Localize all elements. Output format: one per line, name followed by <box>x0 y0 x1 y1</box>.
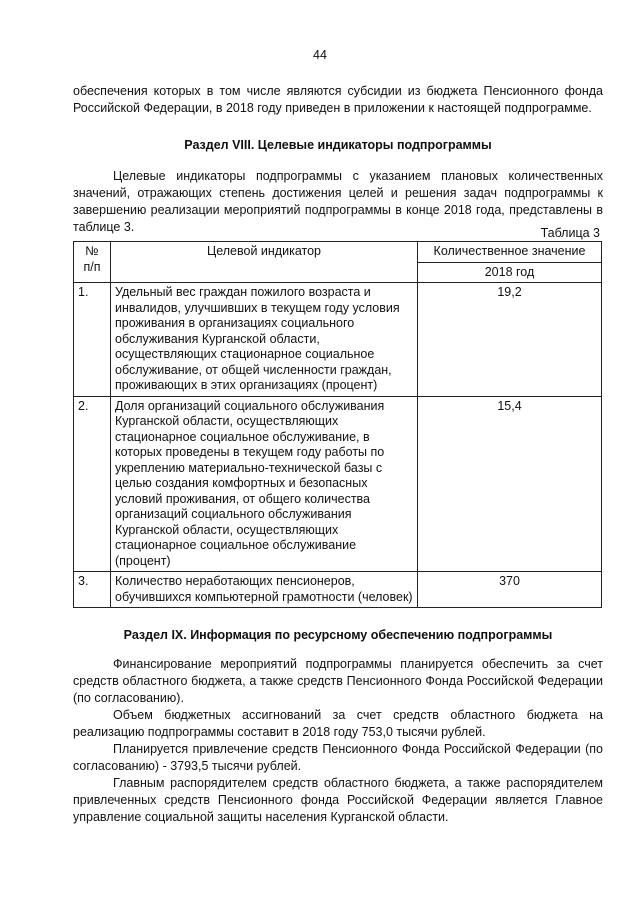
header-value: Количественное значение <box>418 242 602 263</box>
row-value: 19,2 <box>418 283 602 397</box>
row-number: 3. <box>74 572 111 608</box>
section-9-paragraph: Главным распорядителем средств областного бюджета, а также распорядителем привлеченных средств Пенсионного фонда Российской Федерации является Главное управление социальной защиты населения Курганской области. <box>73 776 603 824</box>
section-9-paragraph: Финансирование мероприятий подпрограммы планируется обеспечить за счет средств областного бюджета, а также средств Пенсионного Фонда Российской Федерации (по согласованию). <box>73 657 603 705</box>
section-9-title: Раздел IX. Информация по ресурсному обеспечению подпрограммы <box>123 628 553 642</box>
header-year: 2018 год <box>418 262 602 283</box>
table-row <box>74 283 602 397</box>
section-9-body <box>73 656 603 826</box>
row-value: 15,4 <box>418 396 602 572</box>
row-number: 2. <box>74 396 111 572</box>
row-number: 1. <box>74 283 111 397</box>
section-8-title: Раздел VIII. Целевые индикаторы подпрограммы <box>184 138 492 152</box>
section-9-paragraph: Объем бюджетных ассигнований за счет средств областного бюджета на реализацию подпрограммы составит в 2018 году 753,0 тысячи рублей. <box>73 708 603 739</box>
section-9-paragraph: Планируется привлечение средств Пенсионного Фонда Российской Федерации (по согласованию) - 3793,5 тысячи рублей. <box>73 742 603 773</box>
row-indicator: Количество неработающих пенсионеров, обучившихся компьютерной грамотности (человек) <box>111 572 418 608</box>
table-caption: Таблица 3 <box>540 226 600 240</box>
table-row <box>74 396 602 572</box>
table-row <box>74 572 602 608</box>
row-indicator: Удельный вес граждан пожилого возраста и инвалидов, улучшивших в текущем году условия проживания в организациях социального обслуживания Курганской области, осуществляющих стационарное социальное обслуживание, от общей численности граждан, проживающих в этих организациях (процент) <box>111 283 418 397</box>
page-number: 44 <box>313 48 327 62</box>
header-indicator: Целевой индикатор <box>111 242 418 283</box>
intro-paragraph: обеспечения которых в том числе являются субсидии из бюджета Пенсионного фонда Российской Федерации, в 2018 году приведен в приложении к настоящей подпрограмме. <box>73 84 603 115</box>
row-value: 370 <box>418 572 602 608</box>
section-8-paragraph: Целевые индикаторы подпрограммы с указанием плановых количественных значений, отражающих степень достижения целей и решения задач подпрограммы к завершению реализации мероприятий подпрограммы в конце 2018 года, представлены в таблице 3. <box>73 169 603 234</box>
header-number: № п/п <box>74 242 111 283</box>
indicators-table <box>73 241 602 608</box>
row-indicator: Доля организаций социального обслуживания Курганской области, осуществляющих стационарное социальное обслуживание, в которых проведены в текущем году работы по укреплению материально-технической базы с целью создания комфортных и безопасных условий проживания, от общего количества организаций социального обслуживания Курганской области, осуществляющих стационарное социальное обслуживание (процент) <box>111 396 418 572</box>
